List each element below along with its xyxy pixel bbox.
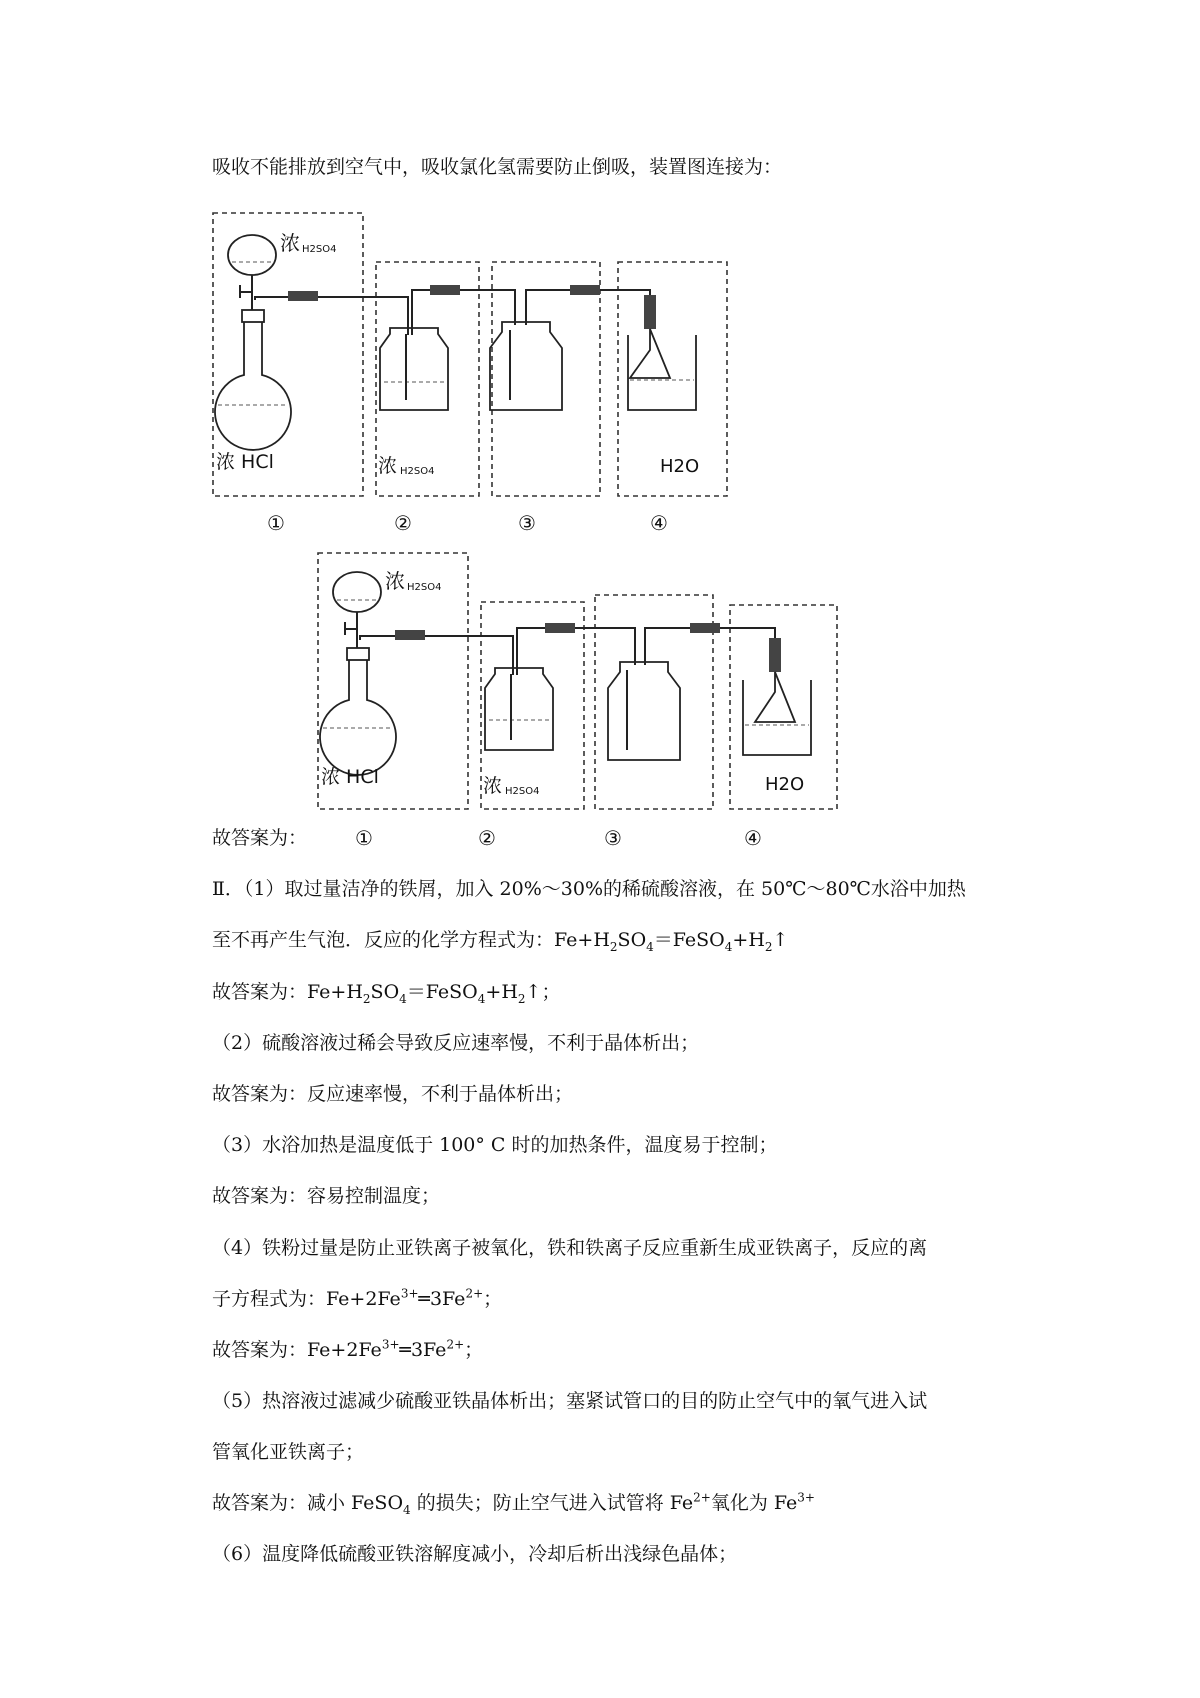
circ2-2: ② — [478, 826, 496, 850]
ans1-so4: SO — [370, 981, 400, 1003]
acid-top-label-1: 浓 — [280, 231, 300, 255]
circ3-2: ③ — [604, 826, 622, 850]
ans1-prefix: 故答案为： — [212, 981, 308, 1003]
ion-end: ； — [483, 1288, 503, 1310]
ans1-s1: 2 — [362, 991, 371, 1006]
water-label-1: H2O — [660, 456, 700, 477]
ans4-s1: 3+ — [381, 1337, 400, 1352]
ans1-mid: ＝FeSO — [406, 981, 478, 1003]
circ4-2: ④ — [744, 826, 762, 850]
q2-5a: （5）热溶液过滤减少硫酸亚铁晶体析出；塞紧试管口的目的防止空气中的氧气进入试 — [212, 1390, 928, 1412]
q2-6: （6）温度降低硫酸亚铁溶解度减小，冷却后析出浅绿色晶体； — [212, 1543, 738, 1565]
acid-top-label-2: 浓 — [385, 569, 405, 593]
q2-4a: （4）铁粉过量是防止亚铁离子被氧化，铁和铁离子反应重新生成亚铁离子，反应的离 — [212, 1237, 928, 1259]
eq-s1: 2 — [609, 939, 618, 954]
ans4-fe: Fe+2Fe — [307, 1339, 382, 1361]
ans2: 故答案为：反应速率慢，不利于晶体析出； — [212, 1083, 574, 1105]
ans4-s2: 2+ — [446, 1337, 465, 1352]
ans5-s2: 2+ — [693, 1490, 711, 1505]
ans1-s4: 2 — [517, 991, 526, 1006]
ans5-c: 氧化为 Fe — [710, 1492, 798, 1514]
q2-4b-text: 子方程式为： — [212, 1288, 327, 1310]
dryer-label-1: 浓 — [378, 455, 398, 477]
eq-s3: 4 — [724, 939, 733, 954]
ans4-prefix: 故答案为： — [212, 1339, 308, 1361]
q2-4b — [212, 1286, 502, 1312]
eq-arrow: ↑ — [772, 929, 789, 951]
q2-3: （3）水浴加热是温度低于 100° C 时的加热条件，温度易于控制； — [212, 1134, 778, 1156]
dryer-formula-1: H2SO4 — [400, 466, 435, 477]
eq-s4: 2 — [764, 939, 773, 954]
acid-bottom-label-2: 浓 HCl — [321, 766, 379, 788]
dryer-formula-2: H2SO4 — [505, 786, 540, 797]
ans3: 故答案为：容易控制温度； — [212, 1185, 441, 1207]
q2-5b: 管氧化亚铁离子； — [212, 1441, 365, 1463]
apparatus-diagram-1 — [210, 210, 790, 540]
answer-row-diagram — [212, 825, 307, 851]
circ4-1: ④ — [650, 511, 668, 535]
ion-fe: Fe+2Fe — [326, 1288, 401, 1310]
acid-top-formula-2: H2SO4 — [407, 582, 442, 593]
eq-mid: ＝FeSO — [653, 929, 725, 951]
circ3-1: ③ — [518, 511, 536, 535]
eq-s2: 4 — [646, 939, 654, 954]
answer-prefix-1: 故答案为： — [212, 827, 308, 849]
ans1-s2: 4 — [399, 991, 407, 1006]
q2-head: Ⅱ．（1）取过量洁净的铁屑，加入 20%～30%的稀硫酸溶液，在 50℃～80℃水浴中加热 — [212, 878, 966, 900]
ion-s1: 3+ — [400, 1286, 419, 1301]
eq-fe: Fe+H — [554, 929, 610, 951]
intro-text: 吸收不能排放到空气中，吸收氯化氢需要防止倒吸，装置图连接为： — [212, 156, 783, 178]
ans5-b: 的损失；防止空气进入试管将 Fe — [410, 1492, 694, 1514]
water-label-2: H2O — [765, 774, 805, 795]
ans5-a: 故答案为：减小 FeSO — [212, 1492, 404, 1514]
ans1-end: ↑； — [525, 981, 561, 1003]
dryer-label-2: 浓 — [483, 775, 503, 797]
apparatus-diagram-2 — [315, 550, 895, 815]
acid-bottom-label-1: 浓 HCl — [216, 451, 274, 473]
q2-line2-text: 至不再产生气泡．反应的化学方程式为： — [212, 929, 555, 951]
ion-mid: ═3Fe — [418, 1288, 466, 1310]
ans1-fe: Fe+H — [307, 981, 363, 1003]
ans1-h: +H — [485, 981, 518, 1003]
ans1-s3: 4 — [477, 991, 486, 1006]
circ1-2: ① — [355, 826, 373, 850]
q2-2: （2）硫酸溶液过稀会导致反应速率慢，不利于晶体析出； — [212, 1032, 700, 1054]
ans4 — [212, 1337, 483, 1363]
eq-so4: SO — [617, 929, 647, 951]
ans5-s1: 4 — [403, 1502, 411, 1517]
ans5 — [212, 1490, 815, 1516]
circ1-1: ① — [267, 511, 285, 535]
ion-s2: 2+ — [465, 1286, 484, 1301]
circ2-1: ② — [394, 511, 412, 535]
ans5-s3: 3+ — [797, 1490, 815, 1505]
eq-h: +H — [732, 929, 765, 951]
acid-top-formula-1: H2SO4 — [302, 244, 337, 255]
q2-line2 — [212, 927, 788, 953]
ans4-mid: ═3Fe — [399, 1339, 447, 1361]
ans1 — [212, 979, 560, 1005]
ans4-end: ； — [464, 1339, 484, 1361]
